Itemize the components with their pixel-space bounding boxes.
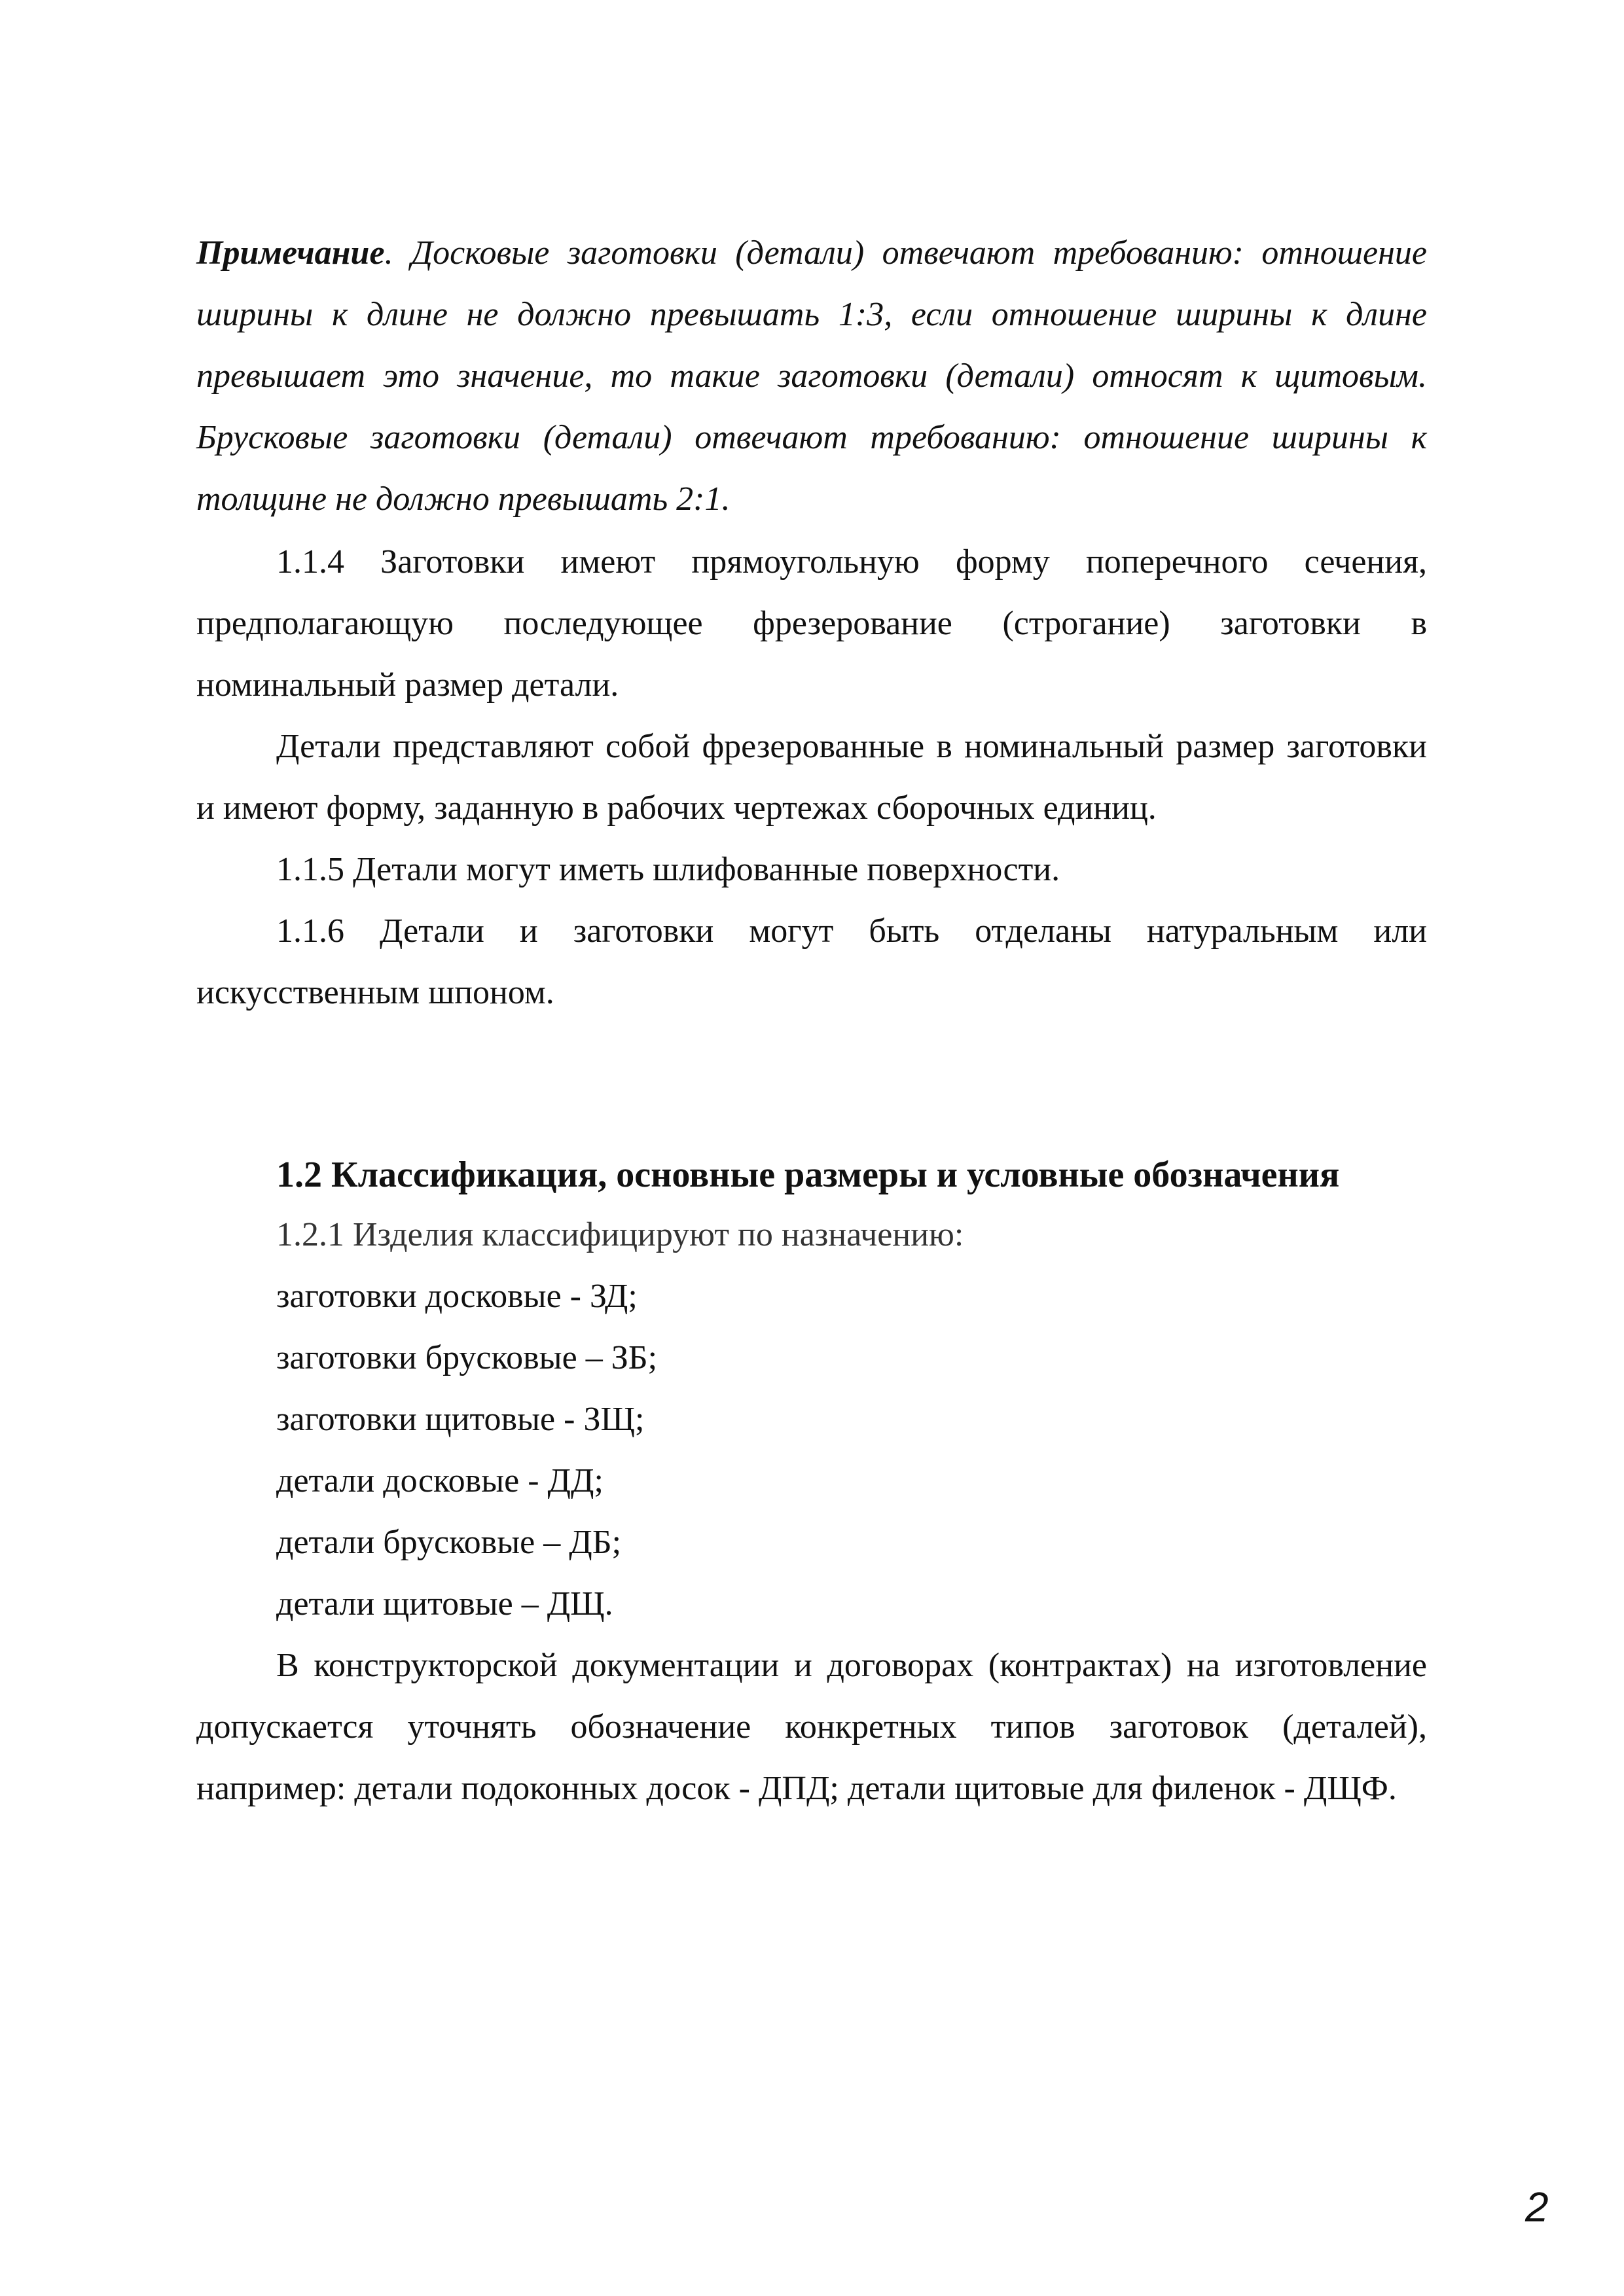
closing-text: В конструкторской документации и договорах (контрактах) на изготовление допускается уточнять обозначение конкретных типов заготовок (деталей), например: детали подоконных досок - ДПД; детали щитовые для филенок - ДЩФ.	[196, 1647, 1427, 1807]
paragraph-1-1-6: 1.1.6 Детали и заготовки могут быть отделаны натуральным или искусственным шпоном.	[196, 912, 1427, 1011]
list-item: заготовки досковые - ЗД;	[276, 1278, 638, 1315]
list-item: детали щитовые – ДЩ.	[276, 1585, 613, 1623]
list-item: детали досковые - ДД;	[276, 1462, 604, 1499]
page-number: 2	[1525, 2183, 1549, 2231]
note-text: . Досковые заготовки (детали) отвечают требованию: отношение ширины к длине не должно превышать 1:3, если отношение ширины к длине превышает это значение, то такие заготовки (детали) относят к щитовым. Брусковые заготовки (детали) отвечают требованию: отношение ширины к толщине не должно превышать 2:1.	[196, 234, 1427, 518]
list-item: 1.2.1 Изделия классифицируют по назначению:	[276, 1216, 964, 1253]
list-item: заготовки брусковые – ЗБ;	[276, 1339, 658, 1376]
note-paragraph	[196, 223, 1427, 530]
paragraph-1-1-5: 1.1.5 Детали могут иметь шлифованные поверхности.	[276, 851, 1060, 888]
list-item: детали брусковые – ДБ;	[276, 1524, 622, 1561]
classification-list	[196, 1204, 1427, 1820]
section-heading-1-2: 1.2 Классификация, основные размеры и условные обозначения	[276, 1155, 1340, 1195]
list-item: заготовки щитовые - ЗЩ;	[276, 1401, 645, 1438]
closing-paragraph	[196, 1635, 1427, 1820]
paragraph-1-1-4: 1.1.4 Заготовки имеют прямоугольную форму поперечного сечения, предполагающую последующее фрезерование (строгание) заготовки в номинальный размер детали.	[196, 543, 1427, 704]
note-label: Примечание	[196, 234, 385, 272]
paragraph-details-definition: Детали представляют собой фрезерованные в номинальный размер заготовки и имеют форму, заданную в рабочих чертежах сборочных единиц.	[196, 728, 1427, 827]
